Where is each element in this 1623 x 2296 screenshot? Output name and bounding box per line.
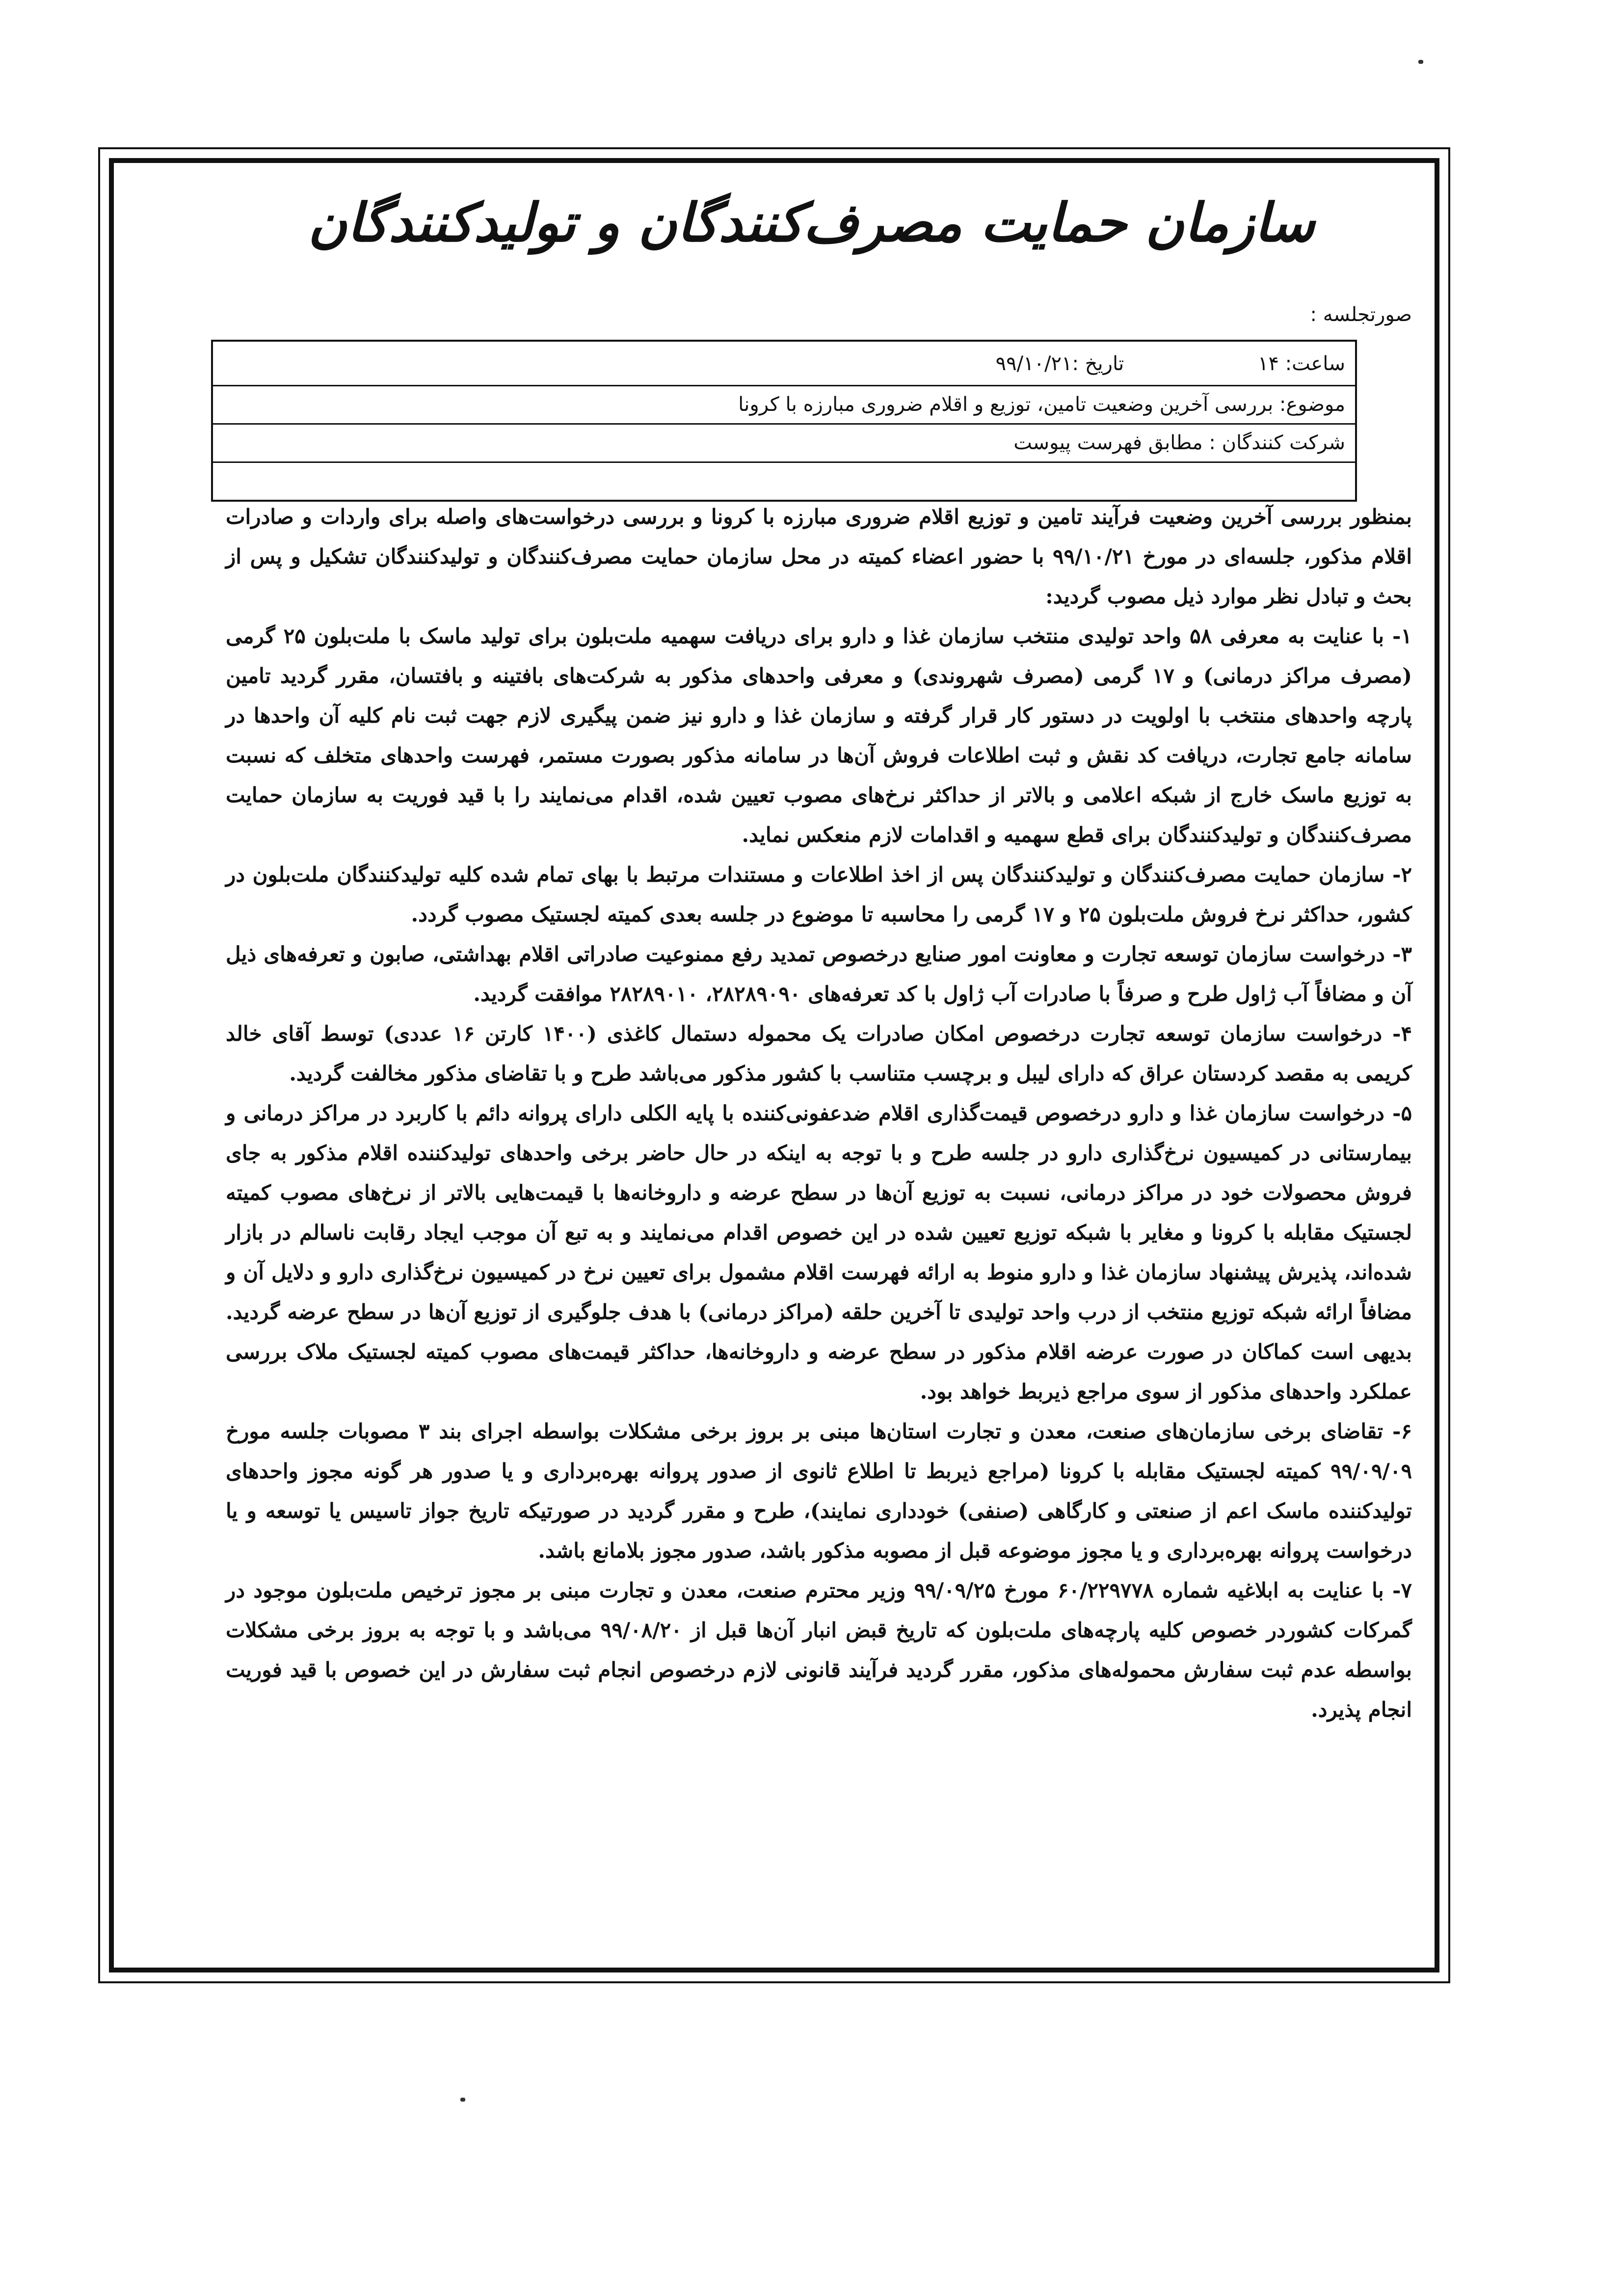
meeting-header-table bbox=[211, 340, 1357, 502]
meeting-participants: شرکت کنندگان : مطابق فهرست پیوست bbox=[1013, 432, 1345, 454]
resolution-item-6: ۶- تقاضای برخی سازمان‌های صنعت، معدن و تجارت استان‌ها مبنی بر بروز برخی مشکلات بواسطه اجرای بند ۳ مصوبات جلسه مورخ ۹۹/۰۹/۰۹ کمیته لجستیک مقابله با کرونا (مراجع ذیربط تا اطلاع ثانوی از صدور پروانه بهره‌برداری و یا صدور هر گونه مجوز واحدهای تولیدکننده ماسک اعم از صنعتی و کارگاهی (صنفی) خودداری نمایند)، طرح و مقرر گردید در صورتیکه تاریخ جواز تاسیس یا توسعه و یا درخواست پروانه بهره‌برداری و یا مجوز موضوعه قبل از مصوبه مذکور باشد، صدور مجوز بلامانع باشد. bbox=[226, 1419, 1412, 1563]
meeting-subject: موضوع: بررسی آخرین وضعیت تامین، توزیع و اقلام ضروری مبارزه با کرونا bbox=[738, 393, 1345, 416]
empty-row bbox=[213, 461, 1355, 502]
resolution-item-4: ۴- درخواست سازمان توسعه تجارت درخصوص امکان صادرات یک محموله دستمال کاغذی (۱۴۰۰ کارتن ۱۶ عددی) توسط آقای خالد کریمی به مقصد کردستان عراق که دارای لیبل و برچسب متناسب با کشور مذکور می‌باشد طرح و با تقاضای مذکور مخالفت گردید. bbox=[226, 1022, 1412, 1085]
minutes-label: صورتجلسه : bbox=[1310, 303, 1412, 326]
resolution-item-5: ۵- درخواست سازمان غذا و دارو درخصوص قیمت‌گذاری اقلام ضدعفونی‌کننده با پایه الکلی دارای پروانه دائم با کاربرد در مراکز درمانی و بیمارستانی در کمیسیون نرخ‌گذاری دارو در جلسه طرح و با توجه به اینکه در حال حاضر برخی واحدهای تولیدکننده اقلام مذکور به جای فروش محصولات خود در مراکز درمانی، نسبت به توزیع آن‌ها در سطح عرضه و داروخانه‌ها با قیمت‌هایی بالاتر از نرخ‌های مصوب کمیته لجستیک مقابله با کرونا و مغایر با شبکه توزیع تعیین شده در این خصوص اقدام می‌نمایند و به تبع آن موجب ایجاد رقابت ناسالم در بازار شده‌اند، پذیرش پیشنهاد سازمان غذا و دارو منوط به ارائه فهرست اقلام مشمول برای تعیین نرخ در کمیسیون نرخ‌گذاری دارو و دلایل آن و مضافاً ارائه شبکه توزیع منتخب از درب واحد تولیدی تا آخرین حلقه (مراکز درمانی) با هدف جلوگیری از توزیع آن‌ها در سطح عرضه گردید. بدیهی است کماکان در صورت عرضه اقلام مذکور در سطح عرضه و داروخانه‌ها، حداکثر قیمت‌های مصوب کمیته لجستیک ملاک بررسی عملکرد واحدهای مذکور از سوی مراجع ذیربط خواهد بود. bbox=[226, 1101, 1412, 1404]
scan-speck-bottom bbox=[460, 2098, 465, 2102]
resolution-item-1: ۱- با عنایت به معرفی ۵۸ واحد تولیدی منتخب سازمان غذا و دارو برای دریافت سهمیه ملت‌بلون برای تولید ماسک با ملت‌بلون ۲۵ گرمی (مصرف مراکز درمانی) و ۱۷ گرمی (مصرف شهروندی) و معرفی واحدهای مذکور به شرکت‌های بافتینه و بافتسان، مقرر گردید تامین پارچه واحدهای منتخب با اولویت در دستور کار قرار گرفته و سازمان غذا و دارو نیز ضمن پیگیری لازم جهت ثبت نام کلیه آن واحدها در سامانه جامع تجارت، دریافت کد نقش و ثبت اطلاعات فروش آن‌ها در سامانه مذکور بصورت مستمر، فهرست واحدهای متخلف که نسبت به توزیع ماسک خارج از شبکه اعلامی و بالاتر از حداکثر نرخ‌های مصوب تعیین شده، اقدام می‌نمایند را با قید فوریت به سازمان حمایت مصرف‌کنندگان و تولیدکنندگان برای قطع سهمیه و اقدامات لازم منعکس نماید. bbox=[226, 624, 1412, 847]
organization-title: سازمان حمایت مصرف‌کنندگان و تولیدکنندگان bbox=[308, 192, 1315, 254]
resolution-item-3: ۳- درخواست سازمان توسعه تجارت و معاونت امور صنایع درخصوص تمدید رفع ممنوعیت صادراتی اقلام بهداشتی، صابون و تعرفه‌های ذیل آن و مضافاً آب ژاول طرح و صرفاً با صادرات آب ژاول با کد تعرفه‌های ۲۸۲۸۹۰۹۰، ۲۸۲۸۹۰۱۰ موافقت گردید. bbox=[226, 942, 1412, 1006]
scan-speck-top bbox=[1418, 60, 1423, 64]
time-date-row bbox=[213, 342, 1355, 385]
intro-paragraph: بمنظور بررسی آخرین وضعیت فرآیند تامین و توزیع اقلام ضروری مبارزه با کرونا و بررسی درخواست‌های واصله برای واردات و صادرات اقلام مذکور، جلسه‌ای در مورخ ۹۹/۱۰/۲۱ با حضور اعضاء کمیته در محل سازمان حمایت مصرف‌کنندگان و تولیدکنندگان تشکیل و پس از بحث و تبادل نظر موارد ذیل مصوب گردید: bbox=[226, 505, 1412, 608]
meeting-time: ساعت: ۱۴ bbox=[1257, 352, 1345, 375]
minutes-body bbox=[226, 497, 1412, 1729]
resolution-item-7: ۷- با عنایت به ابلاغیه شماره ۶۰/۲۲۹۷۷۸ مورخ ۹۹/۰۹/۲۵ وزیر محترم صنعت، معدن و تجارت مبنی بر مجوز ترخیص ملت‌بلون موجود در گمرکات کشوردر خصوص کلیه پارچه‌های ملت‌بلون که تاریخ قبض انبار آن‌ها قبل از ۹۹/۰۸/۲۰ می‌باشد و با توجه به بروز برخی مشکلات بواسطه عدم ثبت سفارش محموله‌های مذکور، مقرر گردید فرآیند قانونی لازم درخصوص انجام ثبت سفارش در این خصوص با قید فوریت انجام پذیرد. bbox=[226, 1578, 1412, 1722]
resolution-item-2: ۲- سازمان حمایت مصرف‌کنندگان و تولیدکنندگان پس از اخذ اطلاعات و مستندات مرتبط با بهای تمام شده کلیه تولیدکنندگان ملت‌بلون در کشور، حداکثر نرخ فروش ملت‌بلون ۲۵ و ۱۷ گرمی را محاسبه تا موضوع در جلسه بعدی کمیته لجستیک مصوب گردد. bbox=[226, 863, 1412, 926]
meeting-date: تاریخ :۹۹/۱۰/۲۱ bbox=[995, 352, 1124, 375]
subject-row bbox=[213, 385, 1355, 423]
participants-row bbox=[213, 423, 1355, 461]
